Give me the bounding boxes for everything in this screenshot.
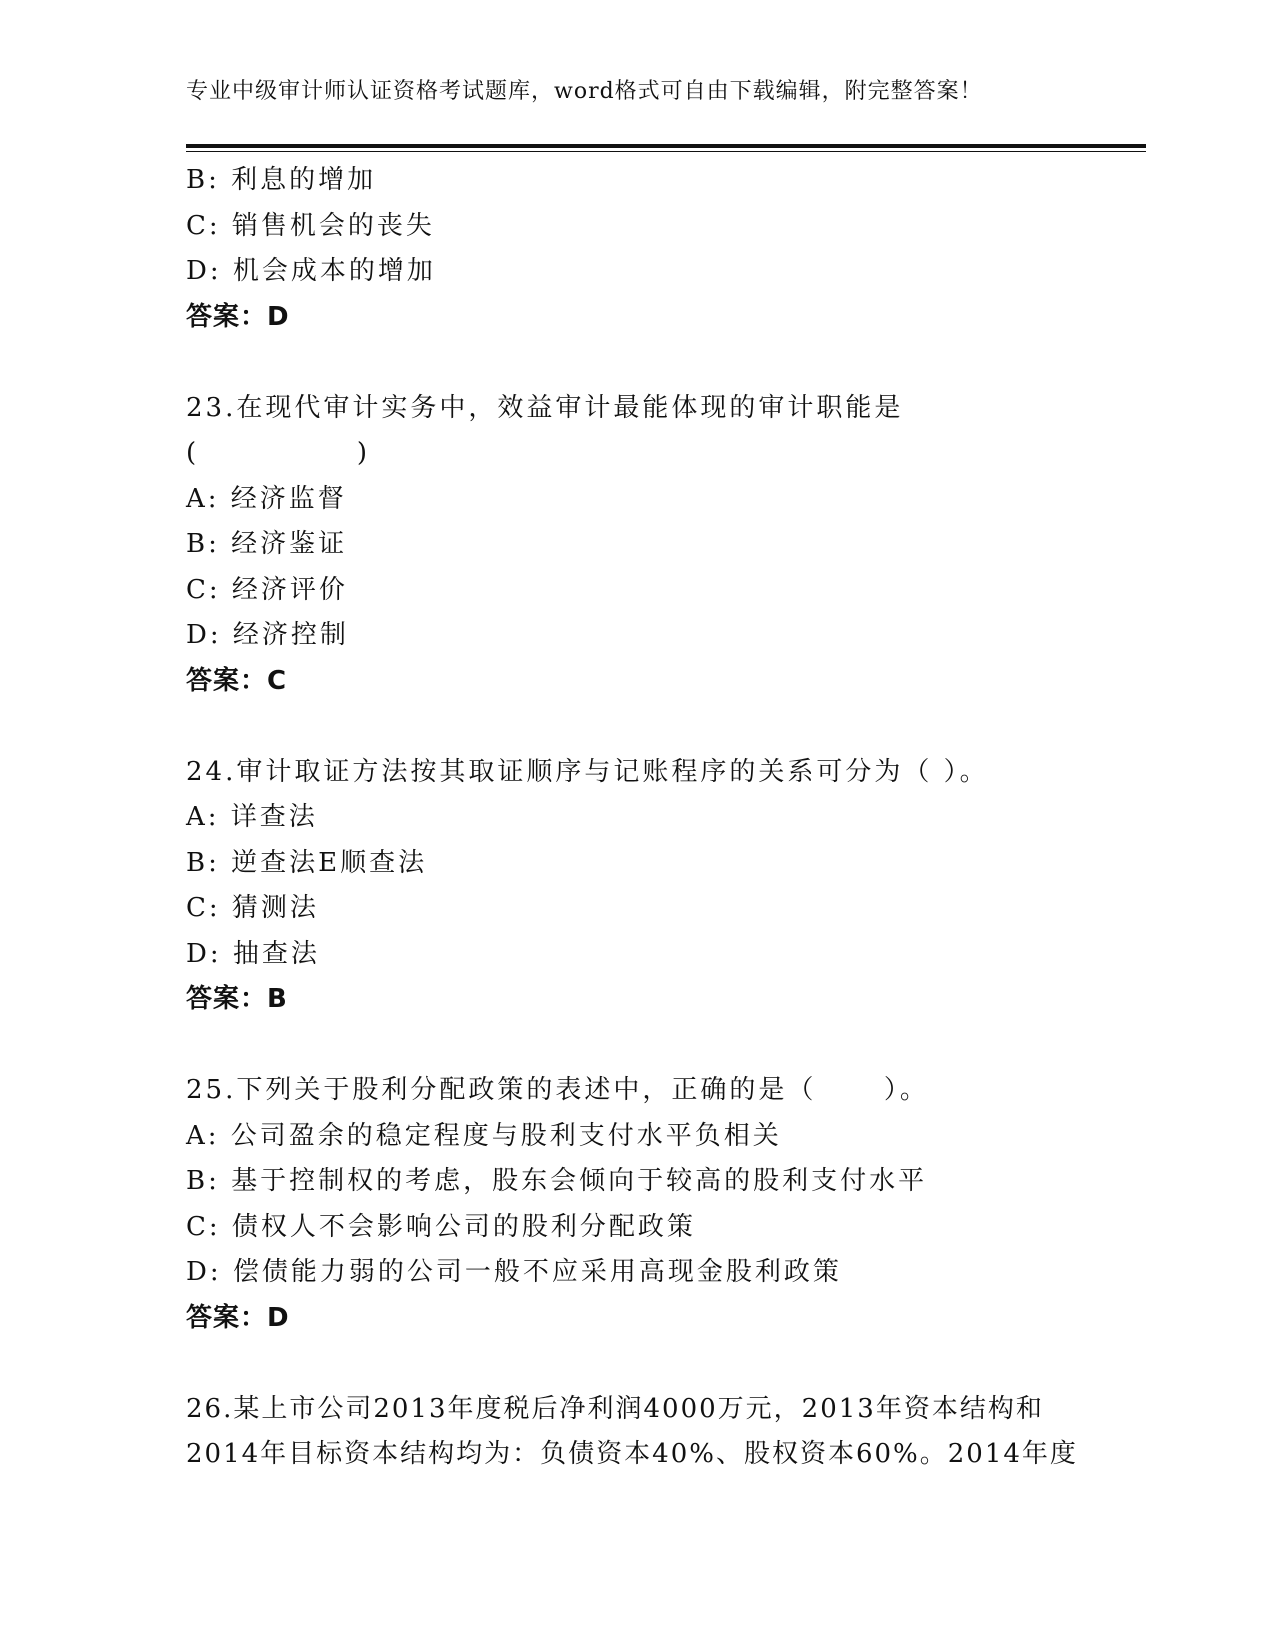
option-b: B: 经济鉴证 [186,529,348,559]
option-c: C: 销售机会的丧失 [186,210,435,241]
option-d: D: 偿债能力弱的公司一般不应采用高现金股利政策 [186,1257,842,1287]
option-c: C: 经济评价 [186,574,348,605]
question-stem-continued: 2014年目标资本结构均为：负债资本40%、股权资本60%。2014年度 [186,1439,1078,1469]
option-d: D: 抽查法 [186,938,320,969]
option-d: D: 经济控制 [186,620,349,650]
spacer [186,1023,1146,1069]
question-stem-continued: ( ) [186,438,370,468]
page-header: 专业中级审计师认证资格考试题库，word格式可自由下载编辑，附完整答案！ [186,79,983,104]
spacer [186,1341,1146,1387]
header-rule-thick [186,144,1146,148]
option-c: C: 债权人不会影响公司的股利分配政策 [186,1211,696,1242]
option-b: B: 基于控制权的考虑，股东会倾向于较高的股利支付水平 [186,1166,928,1196]
question-stem: 25.下列关于股利分配政策的表述中，正确的是（ ）。 [186,1075,929,1105]
question-stem: 23.在现代审计实务中，效益审计最能体现的审计职能是 [186,392,904,423]
question-24 [186,750,1146,1023]
question-26 [186,1387,1146,1478]
option-a: A: 公司盈余的稳定程度与股利支付水平负相关 [186,1120,782,1151]
spacer [186,340,1146,386]
option-b: B: 利息的增加 [186,165,377,195]
option-a: A: 详查法 [186,802,318,832]
answer: 答案：C [186,665,288,696]
option-d: D: 机会成本的增加 [186,256,436,286]
spacer [186,704,1146,750]
option-c: C: 猜测法 [186,893,319,923]
option-a: A: 经济监督 [186,483,347,514]
option-b: B: 逆查法E顺查法 [186,847,428,878]
question-25 [186,1068,1146,1341]
answer: 答案：D [186,1302,290,1333]
document-body [186,158,1146,1478]
answer: 答案：B [186,984,288,1014]
question-22-remainder [186,158,1146,340]
header-rule-thin [186,151,1146,152]
question-stem: 26.某上市公司2013年度税后净利润4000万元，2013年资本结构和 [186,1393,1044,1424]
question-23 [186,386,1146,705]
answer: 答案：D [186,301,290,332]
question-stem: 24.审计取证方法按其取证顺序与记账程序的关系可分为（ ）。 [186,756,989,787]
